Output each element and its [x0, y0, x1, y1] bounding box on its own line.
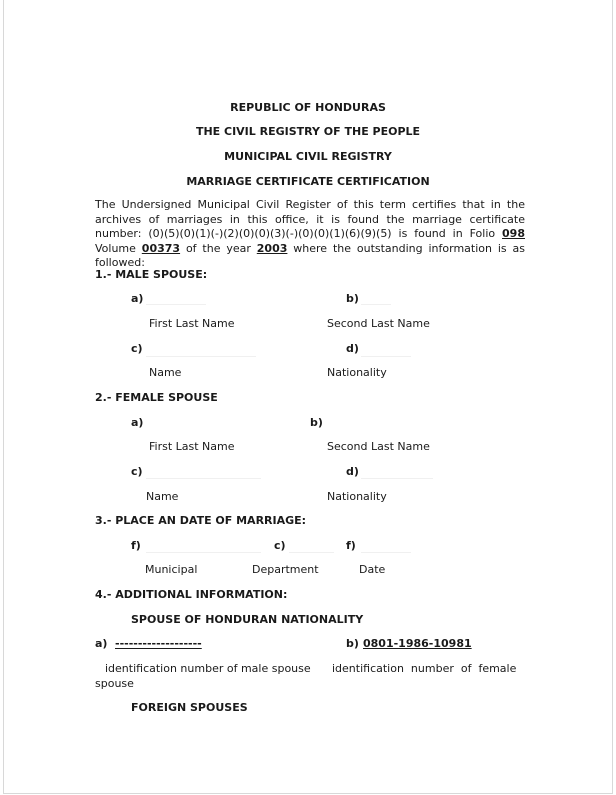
place-date-marker: f) [346, 539, 356, 552]
male-field-d-marker: d) [346, 342, 359, 355]
male-field-c-line [146, 356, 256, 357]
municipal-label: Municipal [145, 563, 198, 576]
intro-paragraph [95, 198, 525, 271]
female-second-last-name-label: Second Last Name [327, 440, 430, 453]
female-name-label: Name [146, 490, 179, 503]
place-date-heading: 3.- PLACE AN DATE OF MARRIAGE: [95, 514, 307, 527]
male-spouse-heading: 1.- MALE SPOUSE: [95, 268, 208, 281]
male-field-a-marker: a) [131, 292, 144, 305]
female-field-c-line [146, 478, 261, 479]
department-label: Department [252, 563, 319, 576]
place-date-line [361, 552, 411, 553]
male-field-b-line [361, 304, 391, 305]
female-first-last-name-label: First Last Name [149, 440, 235, 453]
header-civil-registry: THE CIVIL REGISTRY OF THE PEOPLE [195, 125, 421, 138]
male-field-d-line [361, 356, 411, 357]
additional-info-heading: 4.- ADDITIONAL INFORMATION: [95, 588, 288, 601]
female-field-a-marker: a) [131, 416, 144, 429]
date-label: Date [359, 563, 386, 576]
female-id-marker: b) [346, 637, 359, 650]
male-first-last-name-label: First Last Name [149, 317, 235, 330]
foreign-spouses-heading: FOREIGN SPOUSES [131, 701, 248, 714]
volume-number: 00373 [141, 241, 181, 255]
female-id-label-line1: identification number of female [332, 662, 517, 675]
header-republic: REPUBLIC OF HONDURAS [230, 101, 386, 114]
intro-text-1: The Undersigned Municipal Civil Register of this term certifies that in the archives of marriages in this office, it is found the marriage certificate number: (0)(5)(0)(1)(-)(2)(0)(0)(3)(-)(0)(0)(1)(6)(9)(5) is found in Folio [95, 198, 525, 241]
male-field-a-line [146, 304, 206, 305]
folio-number: 098 [502, 227, 525, 241]
intro-text-2: Volume [95, 241, 142, 255]
male-id-label: identification number of male spouse [105, 662, 311, 675]
female-field-d-line [361, 478, 433, 479]
female-spouse-heading: 2.- FEMALE SPOUSE [95, 391, 218, 404]
honduran-spouse-subheading: SPOUSE OF HONDURAN NATIONALITY [131, 613, 364, 626]
place-municipal-marker: f) [131, 539, 141, 552]
female-field-c-marker: c) [131, 465, 143, 478]
male-field-b-marker: b) [346, 292, 359, 305]
header-municipal-registry: MUNICIPAL CIVIL REGISTRY [224, 150, 392, 163]
male-second-last-name-label: Second Last Name [327, 317, 430, 330]
male-name-label: Name [149, 366, 182, 379]
place-department-line [289, 552, 334, 553]
year-number: 2003 [256, 241, 288, 255]
place-department-marker: c) [274, 539, 286, 552]
male-id-marker: a) [95, 637, 108, 650]
female-id-value: 0801-1986-10981 [363, 637, 472, 650]
female-field-d-marker: d) [346, 465, 359, 478]
intro-text-3: of the year [180, 241, 257, 255]
male-id-value: ------------------- [115, 637, 202, 650]
document-title: MARRIAGE CERTIFICATE CERTIFICATION [186, 175, 430, 188]
male-nationality-label: Nationality [327, 366, 387, 379]
female-id-label-line2: spouse [95, 677, 134, 690]
intro-text-4: where the outstanding information is as followed: [95, 241, 525, 270]
female-nationality-label: Nationality [327, 490, 387, 503]
female-field-b-marker: b) [310, 416, 323, 429]
place-municipal-line [146, 552, 261, 553]
male-field-c-marker: c) [131, 342, 143, 355]
